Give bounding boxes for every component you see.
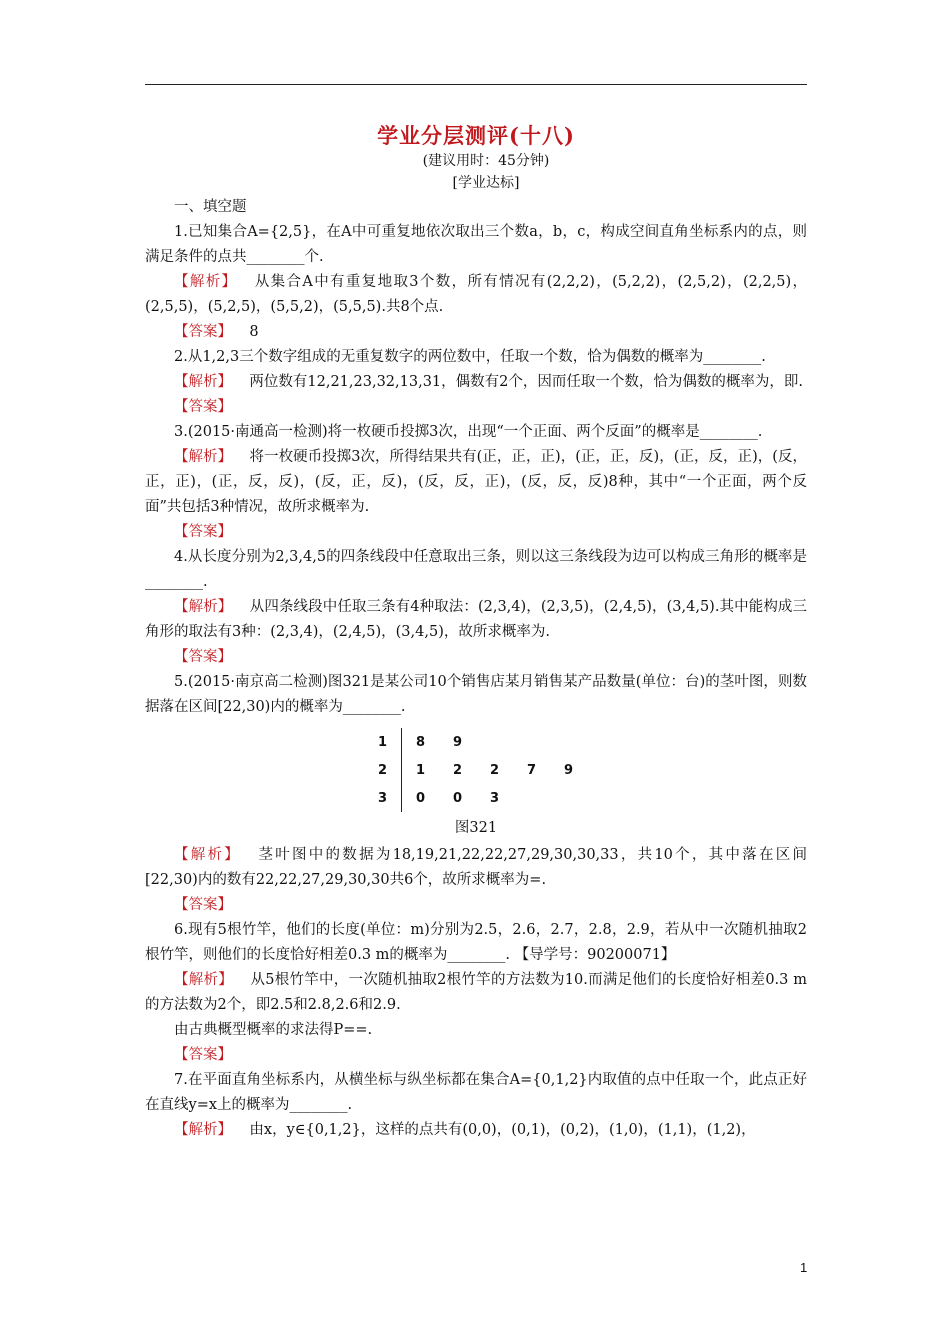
analysis-1 [145,270,807,320]
leaf-value: 2 [452,762,463,778]
analysis-text: 将一枚硬币投掷3次，所得结果共有(正，正，正)，(正，正，反)，(正，反，正)，(反，正，正)，(正，反，反)，(反，正，反)，(反，反，正)，(反，反，反)8种，其中“一个正面，两个反面”共包括3种情况，故所求概率为. [145,449,808,515]
analysis-label: 【解析】 [174,274,238,290]
suggested-time: (建议用时：45分钟) [422,153,550,169]
analysis-6 [145,968,807,1018]
leaf-value: 7 [526,762,537,778]
leaf-value: 0 [452,790,463,806]
answer-label: 【答案】 [174,1047,232,1063]
page-title: 学业分层测评(十八) [377,123,575,148]
question-1: 1.已知集合A={2,5}，在A中可重复地依次取出三个数a，b，c，构成空间直角坐标系内的点，则满足条件的点共________个. [145,224,807,265]
question-6: 6.现有5根竹竿，他们的长度(单位：m)分别为2.5，2.6，2.7，2.8，2.9，若从中一次随机抽取2根竹竿，则他们的长度恰好相差0.3 m的概率为________. 【导学号：90200071】 [145,922,807,963]
answer-label: 【答案】 [174,399,232,415]
leaf-value: 9 [452,734,463,750]
leaf-value: 2 [489,762,500,778]
leaf-value: 0 [415,790,426,806]
question-5: 5.(2015·南京高二检测)图321是某公司10个销售店某月销售某产品数量(单位：台)的茎叶图，则数据落在区间[22,30)内的概率为________. [145,674,807,715]
leaf-empty [513,784,550,812]
leaf-empty [550,728,587,756]
answer-3 [145,520,807,545]
answer-4 [145,645,807,670]
leaf-empty [550,784,587,812]
answer-2 [145,395,807,420]
stem-row [365,728,587,756]
analysis-text: 从5根竹竿中，一次随机抽取2根竹竿的方法数为10.而满足他们的长度恰好相差0.3 m的方法数为2个，即2.5和2.8,2.6和2.9. [145,972,807,1013]
analysis-label: 【解析】 [174,449,233,465]
stem-row [365,756,587,784]
answer-1 [145,320,807,345]
analysis-label: 【解析】 [174,972,234,988]
analysis-text: 两位数有12,21,23,32,13,31，偶数有2个，因而任取一个数，恰为偶数的概率为，即. [249,374,803,390]
answer-5 [145,893,807,918]
question-3: 3.(2015·南通高一检测)将一枚硬币投掷3次，出现“一个正面、两个反面”的概率是________. [174,424,763,440]
figure-caption: 图321 [454,820,498,836]
analysis-7 [145,1118,807,1143]
stem-leaf-figure [145,728,807,812]
question-4: 4.从长度分别为2,3,4,5的四条线段中任意取出三条，则以这三条线段为边可以构成三角形的概率是________. [145,549,807,590]
page-number: 1 [800,1260,808,1275]
answer-6 [145,1043,807,1068]
leaf-value: 3 [489,790,500,806]
analysis-5 [145,843,807,893]
leaf-empty [513,728,550,756]
header-rule [145,84,807,85]
analysis-3 [145,445,807,520]
analysis-label: 【解析】 [174,1122,232,1138]
question-2: 2.从1,2,3三个数字组成的无重复数字的两位数中，任取一个数，恰为偶数的概率为________. [174,349,766,365]
analysis-text: 从集合A中有重复地取3个数，所有情况有(2,2,2)，(5,2,2)，(2,5,2)，(2,2,5)，(2,5,5)，(5,2,5)，(5,5,2)，(5,5,5).共8个点. [145,274,808,315]
section-heading: 一、填空题 [174,199,247,215]
stem-value: 2 [365,756,402,784]
stem-value: 3 [365,784,402,812]
analysis-text: 茎叶图中的数据为18,19,21,22,22,27,29,30,30,33，共10个，其中落在区间[22,30)内的数有22,22,27,29,30,30共6个，故所求概率为=. [145,847,807,888]
answer-label: 【答案】 [174,649,232,665]
document-body [145,121,807,1143]
leaf-value: 8 [415,734,426,750]
answer-label: 【答案】 [174,897,232,913]
analysis-text: 从四条线段中任取三条有4种取法：(2,3,4)，(2,3,5)，(2,4,5)，(3,4,5).其中能构成三角形的取法有3种：(2,3,4)，(2,4,5)，(3,4,5)，故所求概率为. [145,599,808,640]
leaf-empty [476,728,513,756]
answer-label: 【答案】 [174,524,232,540]
analysis-6-extra: 由古典概型概率的求法得P==. [174,1022,373,1038]
stem-value: 1 [365,728,402,756]
leaf-value: 1 [415,762,426,778]
leaf-value: 9 [563,762,574,778]
analysis-label: 【解析】 [174,374,232,390]
answer-text: 8 [249,324,259,340]
analysis-label: 【解析】 [174,599,233,615]
stem-row [365,784,587,812]
level-label: [学业达标] [452,175,520,191]
answer-label: 【答案】 [174,324,232,340]
analysis-2 [145,370,807,395]
analysis-label: 【解析】 [174,847,242,863]
stem-leaf-plot [365,728,587,812]
analysis-4 [145,595,807,645]
question-7: 7.在平面直角坐标系内，从横坐标与纵坐标都在集合A={0,1,2}内取值的点中任取一个，此点正好在直线y=x上的概率为________. [145,1072,807,1113]
analysis-text: 由x，y∈{0,1,2}，这样的点共有(0,0)，(0,1)，(0,2)，(1,0)，(1,1)，(1,2)， [249,1122,756,1138]
